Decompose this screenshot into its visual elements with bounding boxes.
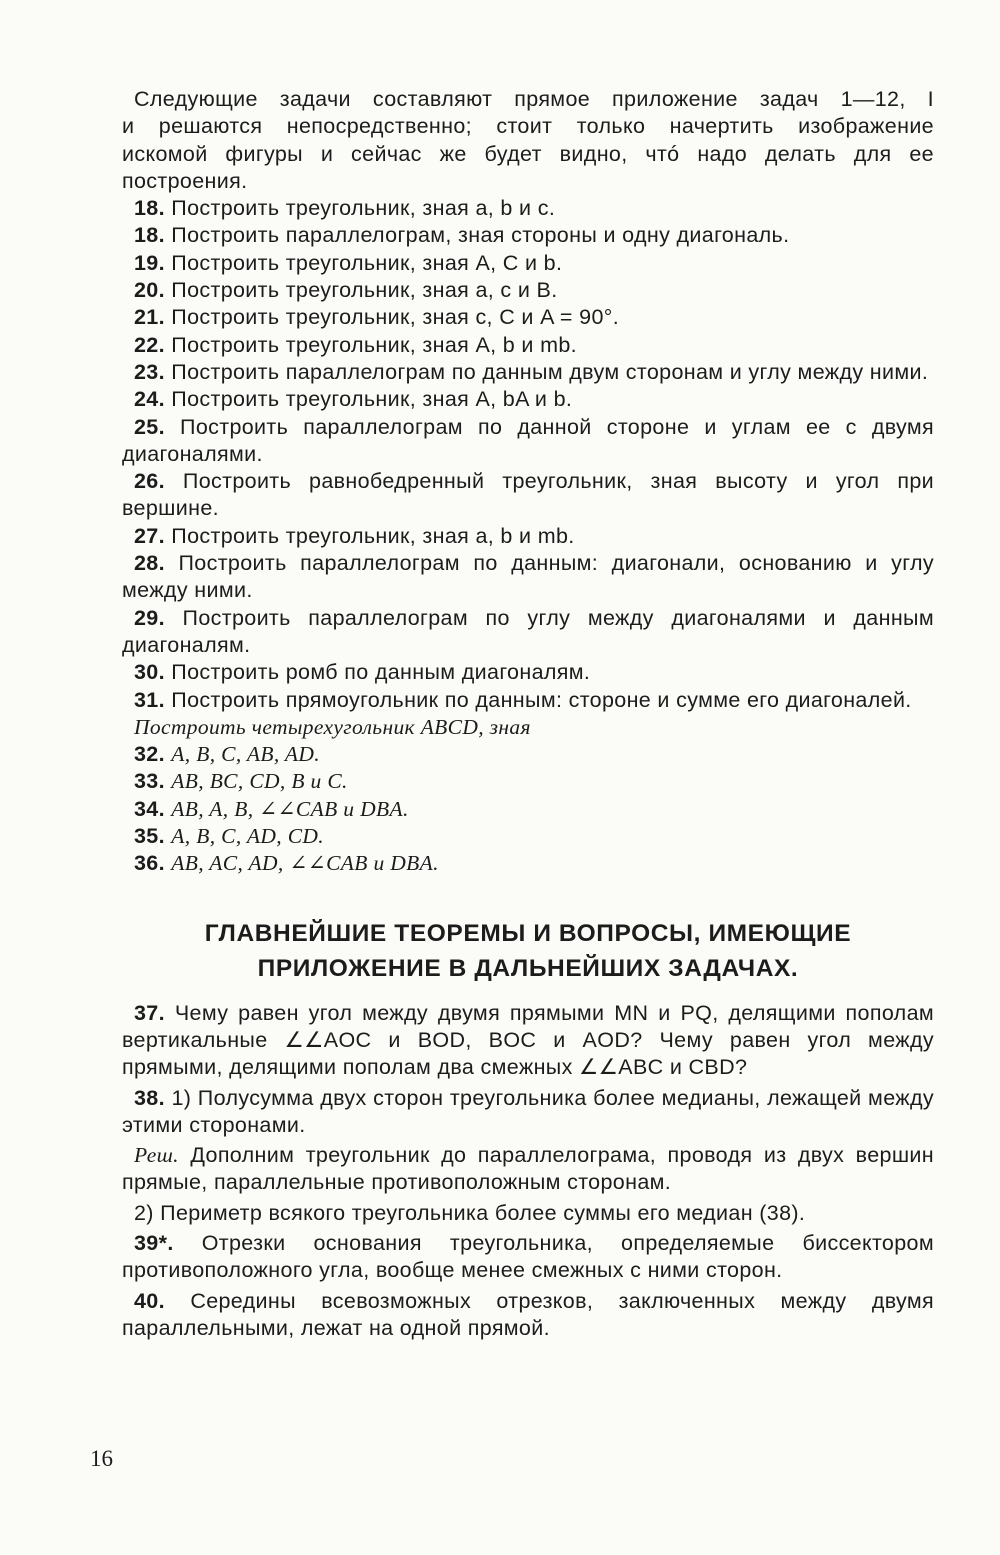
problem-36 [122, 850, 934, 877]
problem-text: AB, A, B, ∠∠CAB и DBA. [171, 796, 409, 821]
problem-number: 37. [134, 1000, 165, 1025]
problem-text: Отрезки основания треугольника, определяемые биссектором противоположного угла, вообще менее смежных с ними сторон. [122, 1230, 934, 1283]
problem-number: 38. [134, 1085, 165, 1110]
page-number: 16 [90, 1446, 113, 1471]
problem-text: Построить параллелограм, зная стороны и одну диагональ. [171, 223, 790, 248]
problem-34 [122, 796, 934, 823]
problem-26 [122, 468, 934, 523]
problem-text: Построить треугольник, зная A, bA и b. [171, 387, 573, 412]
problem-number: 18. [134, 196, 165, 221]
section-heading-line: ПРИЛОЖЕНИЕ В ДАЛЬНЕЙШИХ ЗАДАЧАХ. [257, 954, 799, 982]
problem-number: 24. [134, 387, 165, 412]
problem-33 [122, 768, 934, 795]
problem-number: 23. [134, 359, 165, 384]
problem-number: 20. [134, 278, 165, 303]
section-heading [122, 916, 934, 986]
problem-number: 31. [134, 687, 165, 712]
problem-28 [122, 550, 934, 605]
problem-number: 27. [134, 523, 165, 548]
problem-35 [122, 823, 934, 850]
problem-text: Построить параллелограм по углу между диагоналями и данным диагоналям. [122, 605, 934, 657]
problem-number: 19. [134, 250, 165, 275]
problem-37 [122, 1000, 934, 1082]
problem-text: Построить треугольник, зная a, c и B. [171, 278, 558, 303]
problem-18b [122, 222, 934, 249]
solution-38 [122, 1142, 934, 1197]
problem-24 [122, 386, 934, 413]
problem-number: 29. [134, 605, 165, 630]
intro-line: и решаются непосредственно; стоит только начертить изображение [122, 114, 934, 139]
problem-text: Построить параллелограм по данным двум сторонам и углу между ними. [171, 359, 929, 384]
problem-23 [122, 359, 934, 386]
intro-line: построения. [122, 168, 248, 193]
solution-text: Дополним треугольник до параллелограма, проводя из двух вершин прямые, параллельные противоположным сторонам. [122, 1143, 934, 1195]
intro-line: искомой фигуры и сейчас же будет видно, чтó надо делать для ее [122, 141, 934, 166]
problem-text: Построить треугольник, зная A, C и b. [171, 250, 563, 275]
problem-number: 35. [134, 824, 165, 849]
problem-text: AB, AC, AD, ∠∠CAB и DBA. [171, 851, 439, 876]
problem-20 [122, 277, 934, 304]
problem-22 [122, 332, 934, 359]
problem-31 [122, 687, 934, 714]
problem-text: Построить параллелограм по данной стороне и углам ее с двумя диагоналями. [122, 414, 935, 466]
problem-29 [122, 605, 934, 660]
problem-25 [122, 414, 934, 469]
problem-18a [122, 195, 934, 222]
intro-line: Следующие задачи составляют прямое приложение задач 1—12, I [134, 87, 934, 111]
intro-paragraph [122, 86, 934, 195]
problem-number: 40. [134, 1288, 165, 1313]
problem-text: Середины всевозможных отрезков, заключенных между двумя параллельными, лежат на одной прямой. [122, 1288, 934, 1340]
problem-text: 2) Периметр всякого треугольника более суммы его медиан (38). [134, 1200, 806, 1225]
problem-38 [122, 1085, 934, 1140]
solution-label: Реш. [134, 1143, 179, 1168]
quad-heading: Построить четырехугольник ABCD, зная [134, 714, 531, 739]
problem-text: AB, BC, CD, B и C. [171, 769, 348, 794]
problem-text: Построить параллелограм по данным: диагонали, основанию и углу между ними. [122, 551, 934, 603]
problem-number: 28. [134, 551, 165, 576]
problem-number: 39*. [134, 1230, 174, 1255]
problem-text: A, B, C, AD, CD. [171, 824, 325, 849]
problem-30 [122, 659, 934, 686]
problem-text: Построить треугольник, зная c, C и A = 90°. [171, 305, 620, 330]
problem-number: 22. [134, 332, 165, 357]
problem-text: A, B, C, AB, AD. [171, 742, 321, 767]
problem-19 [122, 250, 934, 277]
section-heading-line: ГЛАВНЕЙШИЕ ТЕОРЕМЫ И ВОПРОСЫ, ИМЕЮЩИЕ [204, 919, 852, 947]
problem-number: 25. [134, 414, 165, 439]
problem-text: Построить ромб по данным диагоналям. [171, 660, 591, 685]
problem-text: Построить равнобедренный треугольник, зная высоту и угол при вершине. [122, 469, 934, 521]
problem-text: Чему равен угол между двумя прямыми MN и PQ, делящими пополам вертикальные ∠∠AOC и BOD, BOC и AOD? Чему равен угол между прямыми, делящими пополам два смежных ∠∠ABC и CBD? [122, 1000, 935, 1080]
problem-text: Построить прямоугольник по данным: стороне и сумме его диагоналей. [171, 687, 912, 712]
problem-text: Построить треугольник, зная A, b и mb. [171, 332, 577, 357]
problem-21 [122, 304, 934, 331]
problem-40 [122, 1288, 934, 1343]
problem-text: Построить треугольник, зная a, b и c. [171, 196, 556, 221]
problem-27 [122, 523, 934, 550]
problem-number: 34. [134, 796, 165, 821]
problem-number: 30. [134, 660, 165, 685]
problem-38-part2 [122, 1200, 934, 1227]
problem-number: 18. [134, 223, 165, 248]
problem-number: 36. [134, 851, 165, 876]
problem-number: 26. [134, 469, 165, 494]
problem-number: 33. [134, 769, 165, 794]
problem-text: Построить треугольник, зная a, b и mb. [171, 523, 575, 548]
problem-39 [122, 1230, 934, 1285]
text-column [122, 86, 934, 1342]
problem-number: 21. [134, 305, 165, 330]
problem-32 [122, 741, 934, 768]
problem-text: 1) Полусумма двух сторон треугольника более медианы, лежащей между этими сторонами. [122, 1085, 934, 1137]
problem-number: 32. [134, 742, 165, 767]
